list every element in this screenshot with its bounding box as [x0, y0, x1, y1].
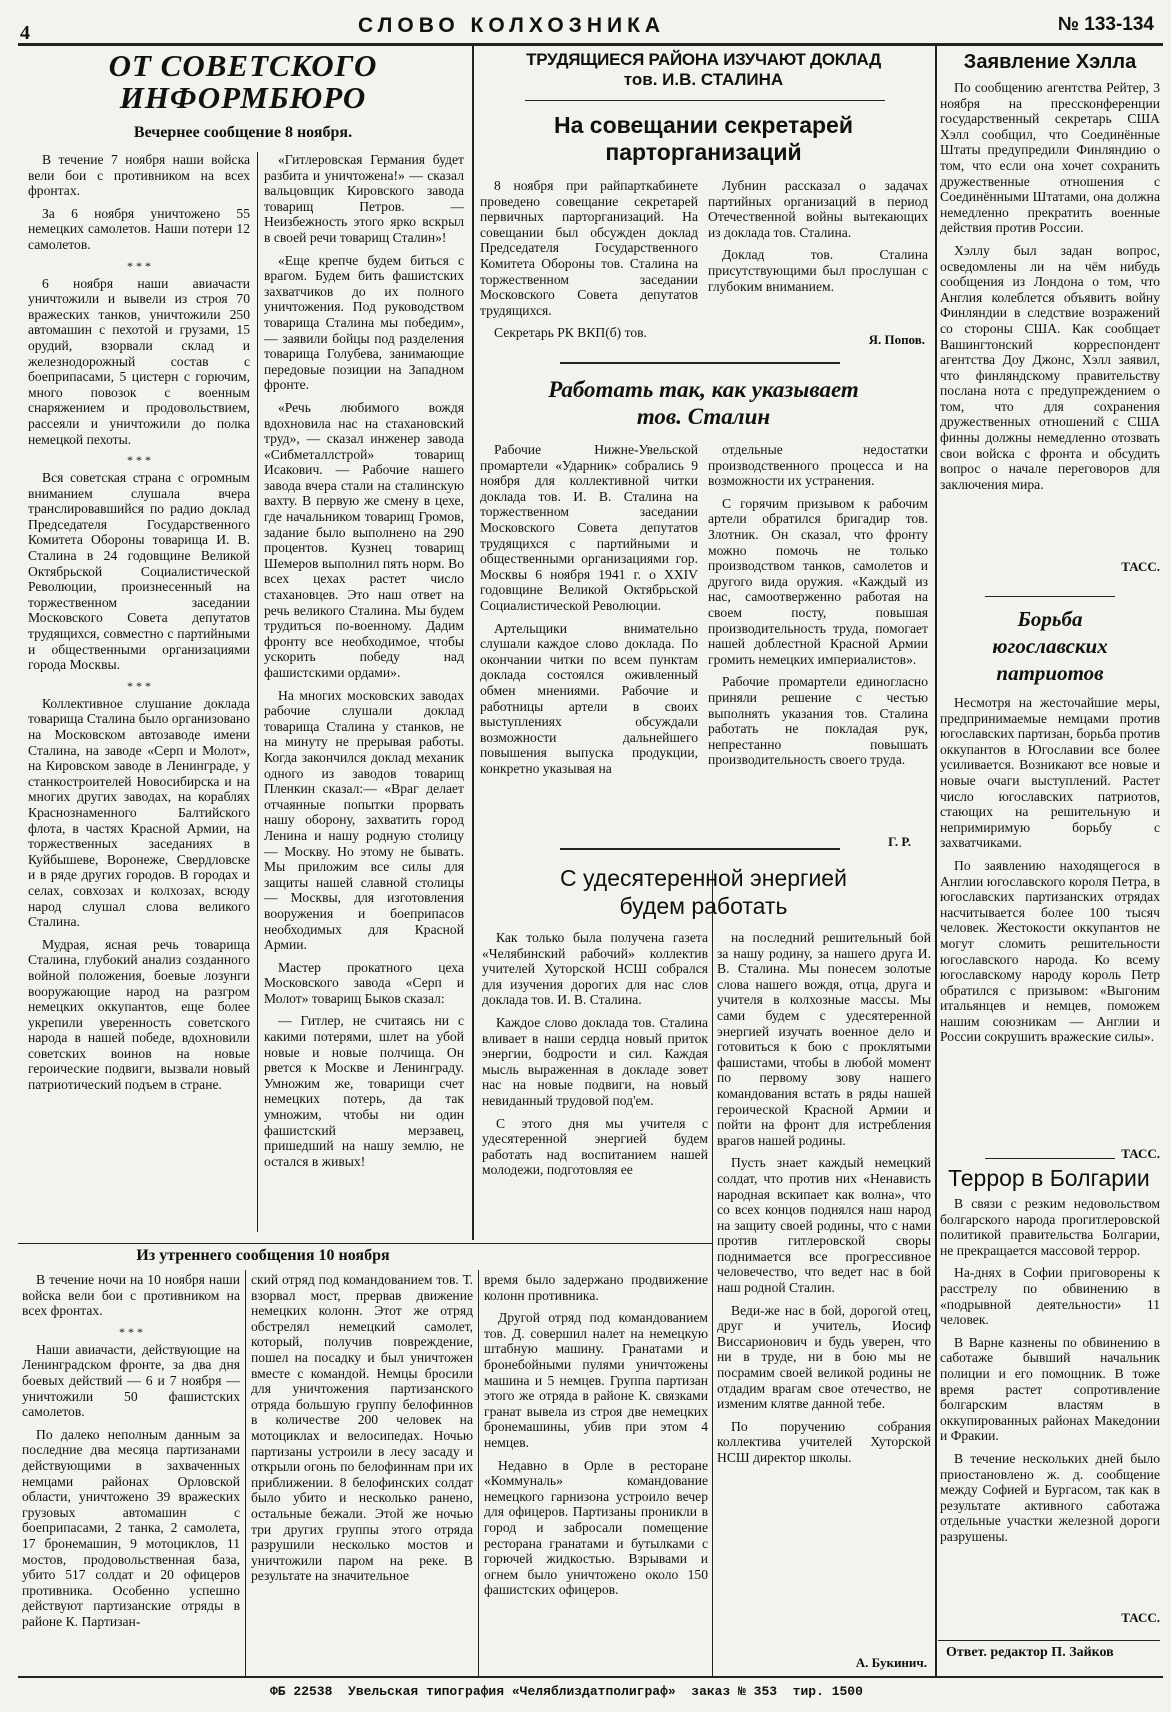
- column-rule-left: [472, 44, 474, 1240]
- paragraph: 6 ноября наши авиачасти уничтожили и вывели из строя 70 вражеских танков, уничтожили 250 автомашин с пехотой и грузами, 15 орудий, взорвали склад и железнодорожный состав с боеприпасами, 5 цистерн с горючим, много повозок с военным снаряжением и продовольствием, рассеяли и уничтожили до полка немецкой пехоты.: [28, 275, 250, 447]
- editor-line: Ответ. редактор П. Зайков: [946, 1645, 1114, 1660]
- hull-body: [940, 80, 1160, 575]
- paragraph: Рабочие промартели единогласно приняли решение с честью выполнять указания тов. Сталина работать не покладая рук, непрестанно повышать производительность своего труда.: [708, 674, 928, 768]
- secretaries-article: [476, 112, 931, 352]
- morning-col3: [484, 1272, 708, 1667]
- paragraph: По поручению собрания коллектива учителей Хуторской НСШ директор школы.: [717, 1418, 931, 1465]
- paragraph: — Гитлер, не считаясь ни с какими потерями, шлет на убой новые и новые полчища. Он рвется к Москве и Ленинграду. Умножим же, товарищи счет немецких потерь, да так умножим, чтобы ни один фашистский мерзавец, пришедший на нашу землю, не остался в живых!: [264, 1013, 464, 1169]
- paragraph: По далеко неполным данным за последние два месяца партизанами действующими в захваченных немцами районах Орловской области, уничтожено 39 вражеских грузовых автомашин с боеприпасами, 2 танка, 2 самолета, 17 бронемашин, 9 мотоциклов, 11 мостов, продовольственная база, убито 517 солдат и 20 офицеров противника. Особенно успешно действуют партизанские отряды в районе К. Партизан-: [22, 1426, 240, 1629]
- paragraph: Артельщики внимательно слушали каждое слово доклада. По окончании читки по всем пунктам доклада состоялся оживленный обмен мнениями. Рабочие и работницы артели в своих выступлениях обсуждали возможности дальнейшего повышения выпуска продукции, конкретно указывая на: [480, 620, 698, 776]
- secretaries-heading: На совещании секретарей парторганизаций: [554, 112, 853, 165]
- tenfold-signature: А. Букинич.: [855, 1655, 927, 1670]
- sovinformburo-col2: [264, 152, 464, 1237]
- paragraph: Секретарь РК ВКП(б) тов.: [494, 325, 647, 341]
- paragraph: Лубнин рассказал о задачах партийных организаций в период Отечественной войны вытекающих из доклада тов. Сталина.: [708, 178, 928, 240]
- hull-signature: ТАСС.: [1121, 559, 1160, 574]
- sovinformburo-heading: ОТ СОВЕТСКОГО ИНФОРМБЮРО: [108, 48, 378, 115]
- work-as-stalin-article: [476, 376, 931, 856]
- paragraph: Мудрая, ясная речь товарища Сталина, глубокий анализ созданного войной положения, боевые лозунги вооружающие народ на разгром немецких оккупантов, еще более укрепили уверенность советского народа в нашей победе, вдохновили советских воинов на новые героические подвиги, вызвали новый патриотический подъем в стране.: [28, 936, 250, 1093]
- bulgaria-article: [940, 1164, 1160, 1626]
- secretaries-col1: [480, 178, 698, 353]
- issue-number: № 133-134: [1057, 14, 1154, 35]
- column-rule-inner: [257, 152, 258, 1232]
- tenfold-heading: С удесятеренной энергией будем работать: [560, 865, 847, 919]
- paragraph: Вся советская страна с огромным вниманием слушала вчера транслировавшийся по радио доклад Председателя Государственного Комитета Обороны товарища И. В. Сталина в 24 годовщине Великой Октябрьской Социалистической Революции, произнесенный на торжественном заседании Московского Совета депутатов трудящихся, совместно с партийными и общественными организациями города Москвы.: [28, 470, 250, 673]
- paragraph: время было задержано продвижение колонн противника.: [484, 1272, 708, 1303]
- paragraph: В связи с резким недовольством болгарского народа прогитлеровской политикой правительства Болгарии, не прекращается массовой террор.: [940, 1196, 1160, 1258]
- work-as-stalin-signature: Г. Р.: [888, 834, 911, 849]
- paragraph: В течение 7 ноября наши войска вели бои с противником на всех фронтах.: [28, 152, 250, 199]
- paragraph: В течение нескольких дней было приостановлено ж. д. сообщение между Софией и Бургасом, так как в результате активного саботажа отдельные участки железной дороги разрушены.: [940, 1450, 1160, 1544]
- sovinformburo-subheading: Вечернее сообщение 8 ноября.: [133, 124, 353, 141]
- paragraph: По заявлению находящегося в Англии югославского короля Петра, в югославских партизанских отрядах насчитывается более 100 тысяч человек. Жестокости оккупантов не могут сломить решительности югославского народа. Ко всему югославскому народу король Петр обратился с призывом: «Выгоним итальянцев и немцев, поможем нашим союзникам — Англии и России сокрушить вражеские силы».: [940, 857, 1160, 1045]
- bulgaria-body: [940, 1196, 1160, 1626]
- rule-hull: [985, 596, 1115, 597]
- separator: * * *: [119, 1324, 143, 1339]
- paragraph: Несмотря на жесточайшие меры, предпринимаемые немцами против югославских партизан, борьба против оккупантов в Югославии все более усиливается. Возникают все новые и новые очаги выступлений. Растет число югославских патриотов, стающих на решительную и непримиримую борьбу с захватчиками.: [940, 695, 1160, 851]
- tenfold-col1: [482, 930, 708, 1230]
- paragraph: На многих московских заводах рабочие слушали доклад товарища Сталина у станков, не на минуту не прерывая работы. Когда закончился доклад механик одного из заводов товарищ Пленкин сказал:— «Враг делает отчаянные попытки прорвать нашу оборону, захватить город Ленина и нашу родную столицу — Москву. Но этому не бывать. Мы приложим все силы для защиты нашей славной столицы — Москвы, для изготовления вооружения и боеприпасов необходимых для Красной Армии.: [264, 687, 464, 953]
- paragraph: С горячим призывом к рабочим артели обратился бригадир тов. Злотник. Он сказал, что фронту можно помочь не только производством танков, самолетов и другого вида оружия. «Каждый из нас, самоотверженно работая на своем посту, повышая производительность труда, помогает нашей доблестной Красной Армии громить немецких империалистов».: [708, 495, 928, 667]
- hull-article: [940, 50, 1160, 575]
- separator: * * *: [127, 678, 151, 693]
- yugoslav-signature: ТАСС.: [1121, 1146, 1160, 1161]
- paragraph: За 6 ноября уничтожено 55 немецких самолетов. Наши потери 12 самолетов.: [28, 205, 250, 252]
- bulgaria-signature: ТАСС.: [1121, 1610, 1160, 1625]
- morning-col1: [22, 1272, 240, 1667]
- paragraph: На-днях в Софии приговорены к расстрелу по обвинению в «подрывной деятельности» 11 человек.: [940, 1265, 1160, 1328]
- bulgaria-heading: Террор в Болгарии: [948, 1165, 1150, 1191]
- paragraph: Недавно в Орле в ресторане «Коммуналь» командование немецкого гарнизона устроило вечер для офицеров. Партизаны проникли в город и забросали помещение ресторана гранатами и бутылками с горючей жидкостью. Взрывами и огнем было уничтожено около 150 фашистских офицеров.: [484, 1457, 708, 1598]
- paragraph: В течение ночи на 10 ноября наши войска вели бои с противником на всех фронтах.: [22, 1272, 240, 1319]
- paragraph: С этого дня мы учителя с удесятеренной энергией будем работать над воспитанием нашей молодежи, подготовляя ее: [482, 1115, 708, 1178]
- tenfold-article: [476, 864, 931, 920]
- paragraph: Пусть знает каждый немецкий солдат, что против них «Ненависть народная вскипает как волна», что со всех концов поднялся наш народ на защиту своей родины, что с нами против гитлеровской своры поднимается все прогрессивное человечество, что ведет нас в бой наш родной Сталин.: [717, 1155, 931, 1296]
- paragraph: Рабочие Нижне-Увельской промартели «Ударник» собрались 9 ноября для коллективной читки доклада тов. И. В. Сталина на торжественном заседании Московского Совета депутатов трудящихся с партийными и общественными организациями гор. Москвы 6 ноября 1941 г. о XXIV годовщине Великой Октябрьской Социалистической Революции.: [480, 442, 698, 613]
- newspaper-title: СЛОВО КОЛХОЗНИКА: [358, 14, 666, 37]
- paragraph: Мастер прокатного цеха Московского завода «Серп и Молот» товарищ Быков сказал:: [264, 959, 464, 1006]
- paragraph: Наши авиачасти, действующие на Ленинградском фронте, за два дня боевых действий — 6 и 7 ноября — уничтожили 50 фашистских самолетов.: [22, 1341, 240, 1420]
- paragraph: Каждое слово доклада тов. Сталина вливает в наши сердца новый приток энергии, бодрости и сил. Каждая мысль выраженная в докладе зовет нас на новые подвиги, на новый невиданный трудовой под'ем.: [482, 1014, 708, 1108]
- paragraph: Хэллу был задан вопрос, осведомлены ли на чём нибудь сообщения из Лондона о том, что Англия колеблется объявить войну Финляндии в следствие возражений со стороны США. Как сообщает Вашингтонский корреспондент агентства Доу Джонс, Хэлл заявил, что финляндскому правительству послана нота с предупреждением о том, что для сохранения дружественных отношений с США финны должны немедленно отозвать свои войска с фронта и обсудить вопрос о начале переговоров для заключения мира.: [940, 242, 1160, 492]
- paragraph: Коллективное слушание доклада товарища Сталина было организовано на Московском автозаводе имени Сталина, на заводе «Серп и Молот», на Кировском заводе в Ленинграде, у станкостроителей Новосибирска и на многих других заводах, на кораблях Краснознаменного Балтийского флота, в частях Красной Армии, на торжественных заседаниях в Куйбышеве, Воронеже, Свердловске и в ряде других городов. В городах и селах, совхозах и колхозах, всюду народ слушал слова великого Сталина.: [28, 695, 250, 930]
- morning-col2: [251, 1272, 473, 1667]
- paragraph: По сообщению агентства Рейтер, 3 ноября на прессконференции государственный секретарь США Хэлл сообщил, что Соединённые Штаты предупредили Финляндию о том, что если она хочет сохранить дружественные отношения с Соединёнными Штатами, она должна немедленно прекратить военные действия против России.: [940, 80, 1160, 236]
- rule-secretaries: [560, 362, 840, 364]
- secretaries-signature: Я. Попов.: [868, 332, 925, 347]
- rule-yugoslav: [985, 1158, 1115, 1159]
- paragraph: Как только была получена газета «Челябинский рабочий» коллектив учителей Хуторской НСШ собрался для изучения дорогих для нас слов доклада тов. И. В. Сталина.: [482, 930, 708, 1008]
- paragraph: «Речь любимого вождя вдохновила нас на стахановский труд», — сказал инженер завода «Сибметаллстрой» товарищ Исакович. — Рабочие нашего завода вчера стали на сталинскую вахту. В первую же смену в цехе, где начальником товарищ Громов, задание было выполнено на 290 процентов. Кузнец товарищ Шемеров выполнил пять норм. Во всех цехах растет число стахановцев. Это наш ответ на речь великого Сталина. Мы будем трудиться по-военному. Дадим фронту все необходимое, чтобы ускорить победу над фашистскими ордами».: [264, 399, 464, 680]
- column-rule-right: [935, 44, 937, 1678]
- workers-rule: [525, 100, 885, 101]
- column-rule-bottom-mid: [478, 1270, 479, 1678]
- masthead-rule: [18, 43, 1163, 46]
- paragraph: Другой отряд под командованием тов. Д. совершил налет на немецкую штабную машину. Гранатами и бронебойными пулями уничтожены машина и 5 немцев. Группа партизан этого же отряда в районе К. связками гранат вывела из строя две немецких бронемашины, убив при этом 4 немцев.: [484, 1310, 708, 1450]
- paragraph: Веди-же нас в бой, дорогой отец, друг и учитель, Иосиф Виссарионович и будь уверен, что ни в труде, ни в бою мы не посрамим своей великой родины не отдадим врагам свое отечество, не изменим клятве данной тебе.: [717, 1302, 931, 1412]
- sovinformburo-col1: [28, 152, 250, 1237]
- work-as-stalin-col2: [708, 442, 928, 837]
- morning-heading: Из утреннего сообщения 10 ноября: [136, 1247, 390, 1264]
- tenfold-col2: [717, 930, 931, 1660]
- yugoslav-article: [940, 606, 1160, 1162]
- paragraph: 8 ноября при райпарткабинете проведено совещание секретарей первичных парторганизаций. На совещании был обсужден доклад Председателя Государственного Комитета Обороны тов. Сталина на торжественном заседании Московского Совета депутатов трудящихся.: [480, 178, 698, 318]
- paragraph: «Гитлеровская Германия будет разбита и уничтожена!» — сказал вальцовщик Кировского завода товарищ Петров. — Неизбежность этого ярко вскрыл в своей речи товарищ Сталин»!: [264, 152, 464, 245]
- secretaries-col2: [708, 178, 928, 328]
- separator: * * *: [127, 258, 151, 273]
- rule-morning-top: [18, 1243, 713, 1244]
- paragraph: отдельные недостатки производственного процесса и на возможности их устранения.: [708, 442, 928, 489]
- workers-header: [476, 50, 931, 90]
- paragraph: Доклад тов. Сталина присутствующими был прослушан с глубоким вниманием.: [708, 247, 928, 294]
- paragraph: на последний решительный бой за нашу родину, за нашего друга И. В. Сталина. Мы понесем золотые слова нашего вождя, отца, друга и учителя в колхозные массы. Мы сами будем с удесятеренной энергией изучать военное дело и готовиться к бою с проклятыми фашистами, чтобы в любой момент по первому зову нашего командования встать в ряды нашей героической Красной Армии и пойти на фронт для истребления врагов нашей родины.: [717, 930, 931, 1148]
- workers-header-line2: тов. И.В. СТАЛИНА: [623, 70, 784, 89]
- separator: * * *: [127, 453, 151, 468]
- column-rule-bottom-left: [245, 1270, 246, 1678]
- rule-editor: [938, 1640, 1160, 1641]
- print-info: ФБ 22538 Увельская типография «Челяблиздатполиграф» заказ № 353 тир. 1500: [270, 1684, 863, 1699]
- workers-header-line1: ТРУДЯЩИЕСЯ РАЙОНА ИЗУЧАЮТ ДОКЛАД: [526, 50, 881, 69]
- rule-work-as-stalin: [560, 848, 840, 850]
- yugoslav-heading: Борьба югославских патриотов: [992, 607, 1108, 685]
- paragraph: В Варне казнены по обвинению в саботаже бывший начальник полиции и его помощник. В тоже время растет сопротивление болгарским властям в оккупированных районах Македонии и Фракии.: [940, 1334, 1160, 1444]
- page-number: 4: [20, 22, 30, 44]
- column-rule-bottom-right: [712, 870, 713, 1678]
- yugoslav-body: [940, 695, 1160, 1160]
- footer-rule: [18, 1676, 1163, 1678]
- sovinformburo-section: [18, 50, 468, 1240]
- paragraph: «Еще крепче будем биться с врагом. Будем бить фашистских захватчиков до их полного уничтожения. Под руководством товарища Сталина мы победим», — заявили бойцы под разделения товарища Голубева, занимающие передовые позиции на Западном фронте.: [264, 252, 464, 393]
- work-as-stalin-heading: Работать так, как указывает тов. Сталин: [548, 377, 859, 429]
- hull-heading: Заявление Хэлла: [963, 51, 1137, 73]
- masthead: [18, 14, 1158, 44]
- work-as-stalin-col1: [480, 442, 698, 842]
- paragraph: ский отряд под командованием тов. Т. взорвал мост, прервав движение немецких колонн. Этот же отряд обстрелял немецкий самолет, который, получив повреждение, пошел на посадку и был уничтожен вместе с командой. Немцы бросили для уничтожения партизанского отряда большую группу белофиннов в количестве 200 человек на мотоциклах и велосипедах. Ночью партизаны устроили в лесу засаду и открыли огонь по белофиннам при их приближении. 8 белофинских солдат было убито и несколько ранено, остальные бежали. Этой же ночью три других группы этого отряда разрушили несколько мостов и уничтожили паром на реке. В результате на значительное: [251, 1272, 473, 1584]
